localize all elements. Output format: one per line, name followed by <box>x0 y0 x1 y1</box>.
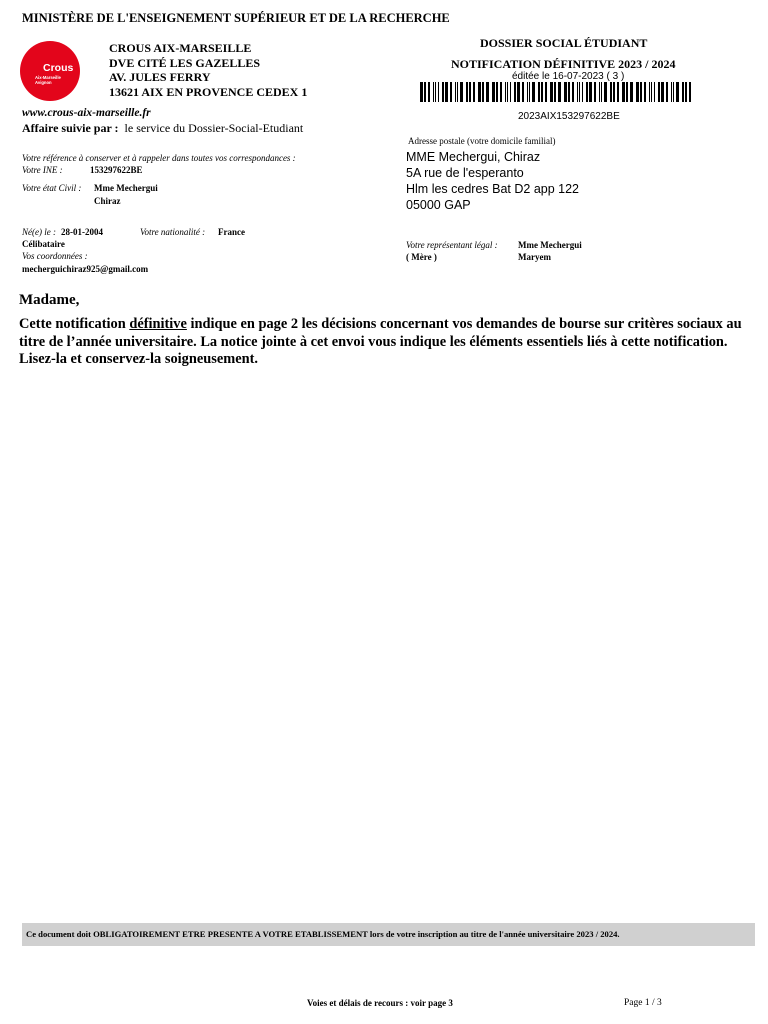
barcode-bar <box>586 82 588 102</box>
civil-name-line1: Mme Mechergui <box>94 183 158 193</box>
crous-logo <box>19 40 83 102</box>
barcode-bar <box>644 82 646 102</box>
edition-date: éditée le 16-07-2023 ( 3 ) <box>512 71 625 82</box>
barcode-bar <box>589 82 592 102</box>
barcode <box>420 82 696 102</box>
barcode-bar <box>435 82 436 102</box>
contact-label: Vos coordonnées : <box>22 251 88 261</box>
barcode-bar <box>469 82 471 102</box>
nationality-value: France <box>218 227 245 237</box>
notification-title: NOTIFICATION DÉFINITIVE 2023 / 2024 <box>451 57 676 71</box>
barcode-bar <box>640 82 642 102</box>
crous-address <box>109 41 307 99</box>
barcode-bar <box>529 82 530 102</box>
barcode-bar <box>594 82 596 102</box>
postal-address <box>406 149 579 213</box>
barcode-bar <box>622 82 625 102</box>
barcode-bar <box>682 82 684 102</box>
affaire-suivie <box>22 121 303 136</box>
barcode-bar <box>654 82 655 102</box>
ine-value: 153297622BE <box>90 165 143 175</box>
body-text-start: Cette notification <box>19 316 130 332</box>
page-number: Page 1 / 3 <box>624 998 662 1008</box>
barcode-bar <box>438 82 439 102</box>
logo-subtitle-2: Avignon <box>35 80 52 85</box>
dossier-title: DOSSIER SOCIAL ÉTUDIANT <box>480 36 648 50</box>
barcode-bar <box>610 82 612 102</box>
barcode-bar <box>649 82 650 102</box>
barcode-bar <box>689 82 691 102</box>
logo-subtitle-1: Aix-Marseille <box>35 75 61 80</box>
ministry-heading: MINISTÈRE DE L'ENSEIGNEMENT SUPÉRIEUR ET DE LA RECHERCHE <box>22 11 450 25</box>
notification-body <box>19 316 759 369</box>
barcode-bar <box>496 82 498 102</box>
barcode-bar <box>685 82 687 102</box>
crous-address-line: CROUS AIX-MARSEILLE <box>109 41 252 55</box>
postal-line: 5A rue de l'esperanto <box>406 166 524 180</box>
barcode-bar <box>538 82 540 102</box>
barcode-bar <box>572 82 574 102</box>
ine-label: Votre INE : <box>22 165 63 175</box>
legal-rep-name-line1: Mme Mechergui <box>518 240 582 250</box>
barcode-bar <box>582 82 583 102</box>
postal-address-label: Adresse postale (votre domicile familial) <box>408 136 556 146</box>
barcode-bar <box>522 82 524 102</box>
barcode-bar <box>532 82 535 102</box>
barcode-bar <box>466 82 468 102</box>
crous-address-line: AV. JULES FERRY <box>109 70 211 84</box>
barcode-bar <box>514 82 516 102</box>
crous-address-line: DVE CITÉ LES GAZELLES <box>109 55 261 70</box>
barcode-bar <box>564 82 567 102</box>
barcode-bar <box>527 82 528 102</box>
appeal-notice: Voies et délais de recours : voir page 3 <box>307 998 453 1008</box>
affaire-label: Affaire suivie par : <box>22 121 119 135</box>
barcode-bar <box>445 82 448 102</box>
logo-brand: Crous <box>43 62 74 74</box>
birth-date-value: 28-01-2004 <box>61 227 103 237</box>
barcode-bar <box>478 82 481 102</box>
legal-rep-label: Votre représentant légal : <box>406 240 498 250</box>
barcode-bar <box>636 82 639 102</box>
barcode-number: 2023AIX153297622BE <box>518 111 620 122</box>
barcode-bar <box>450 82 452 102</box>
reference-label: Votre référence à conserver et à rappeler dans toutes vos correspondances : <box>22 153 296 163</box>
barcode-bar <box>626 82 628 102</box>
salutation: Madame, <box>19 292 80 308</box>
barcode-bar <box>601 82 602 102</box>
barcode-bar <box>651 82 652 102</box>
legal-rep-relation: ( Mère ) <box>406 252 437 262</box>
barcode-bar <box>460 82 463 102</box>
crous-address-line: 13621 AIX EN PROVENCE CEDEX 1 <box>109 84 308 99</box>
barcode-bar <box>554 82 556 102</box>
barcode-bar <box>676 82 679 102</box>
barcode-bar <box>492 82 495 102</box>
postal-line: 05000 GAP <box>406 198 471 212</box>
body-text-underlined: définitive <box>129 316 187 332</box>
nationality-label: Votre nationalité : <box>140 227 206 237</box>
barcode-bar <box>577 82 578 102</box>
barcode-bar <box>457 82 458 102</box>
barcode-bar <box>433 82 434 102</box>
barcode-bar <box>658 82 660 102</box>
barcode-bar <box>545 82 547 102</box>
barcode-bar <box>568 82 570 102</box>
email-value: mecherguichiraz925@gmail.com <box>22 264 149 274</box>
birth-date-label: Né(e) le : <box>22 227 56 237</box>
barcode-bar <box>599 82 600 102</box>
civil-name-line2: Chiraz <box>94 196 121 206</box>
barcode-bar <box>486 82 489 102</box>
barcode-bar <box>505 82 506 102</box>
barcode-bar <box>500 82 502 102</box>
barcode-bar <box>424 82 426 102</box>
barcode-bar <box>666 82 668 102</box>
barcode-bar <box>579 82 580 102</box>
barcode-bar <box>604 82 607 102</box>
barcode-bar <box>473 82 475 102</box>
barcode-bar <box>507 82 508 102</box>
postal-line: Hlm les cedres Bat D2 app 122 <box>406 182 580 196</box>
barcode-bar <box>613 82 615 102</box>
body-text-end: indique en page 2 les décisions concernant vos demandes de bourse sur critères sociaux au titre de l’année universitaire. La notice jointe à cet envoi vous indique les éléments essentiels liés à cette notification. Lisez-la et conservez-la soigneusement. <box>19 316 742 367</box>
postal-line: MME Mechergui, Chiraz <box>406 150 541 164</box>
civil-status-label: Votre état Civil : <box>22 183 82 193</box>
barcode-bar <box>671 82 672 102</box>
legal-rep-name-line2: Maryem <box>518 252 551 262</box>
notice-text: Ce document doit OBLIGATOIREMENT ETRE PRESENTE A VOTRE ETABLISSEMENT lors de votre inscription au titre de l'année universitaire 2023 / 2024. <box>26 929 620 939</box>
barcode-bar <box>673 82 674 102</box>
affaire-value: le service du Dossier-Social-Etudiant <box>124 121 304 135</box>
barcode-bar <box>455 82 456 102</box>
barcode-bar <box>550 82 553 102</box>
barcode-bar <box>442 82 444 102</box>
barcode-bar <box>428 82 430 102</box>
barcode-bar <box>510 82 511 102</box>
barcode-bar <box>558 82 561 102</box>
barcode-bar <box>420 82 423 102</box>
barcode-bar <box>617 82 619 102</box>
website-link[interactable]: www.crous-aix-marseille.fr <box>22 107 151 119</box>
barcode-bar <box>482 82 484 102</box>
barcode-bar <box>517 82 520 102</box>
barcode-bar <box>630 82 633 102</box>
barcode-bar <box>541 82 543 102</box>
marital-status: Célibataire <box>22 239 65 249</box>
barcode-bar <box>661 82 664 102</box>
